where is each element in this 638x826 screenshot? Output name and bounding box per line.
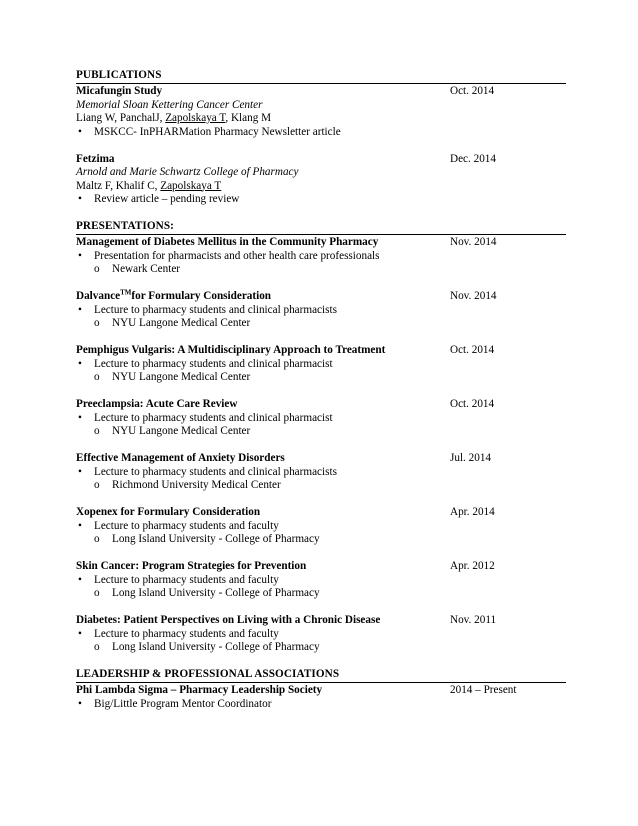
presentation-date: Oct. 2014 [450,398,495,410]
publication-title: Micafungin Study [76,85,163,97]
presentation-venue: Long Island University - College of Pharmacy [112,533,320,545]
bullet-icon: • [78,193,82,205]
presentation-date: Jul. 2014 [450,452,492,464]
publication-date: Dec. 2014 [450,152,496,165]
presentation-audience: Lecture to pharmacy students and faculty [94,519,279,532]
presentation-venue: NYU Langone Medical Center [112,371,251,383]
presentation-title: Skin Cancer: Program Strategies for Prevention [76,560,307,572]
sub-bullet-icon: o [94,317,100,329]
presentation-entry [76,290,566,331]
presentation-audience: Presentation for pharmacists and other health care professionals [94,249,380,262]
bullet-icon: • [78,249,82,262]
presentation-entry [76,236,566,277]
presentation-entry [76,344,566,385]
underlined-author: Zapolskaya T [165,112,226,124]
presentation-audience: Lecture to pharmacy students and clinical pharmacist [94,357,333,370]
publication-authors: Liang W, PanchalJ, Zapolskaya T, Klang M [76,112,272,124]
presentation-entry [76,506,566,547]
presentation-title: Preeclampsia: Acute Care Review [76,398,238,410]
presentation-entry [76,452,566,493]
presentation-title: Dalvance™for Formulary Consideration [76,288,272,302]
publication-title: Fetzima [76,152,115,165]
presentation-title: Effective Management of Anxiety Disorders [76,452,285,464]
bullet-icon: • [78,411,82,424]
presentation-venue: NYU Langone Medical Center [112,317,251,329]
sub-bullet-icon: o [94,587,100,599]
bullet-icon: • [78,573,82,586]
resume-page [76,69,566,725]
sub-bullet-icon: o [94,425,100,437]
presentation-entry [76,560,566,601]
presentation-venue: Long Island University - College of Pharmacy [112,587,320,599]
publication-bullet: • MSKCC- InPHARMation Pharmacy Newsletter article [78,125,341,138]
leadership-heading: LEADERSHIP & PROFESSIONAL ASSOCIATIONS [76,668,566,683]
presentation-date: Nov. 2011 [450,614,497,626]
sub-bullet-icon: o [94,641,100,653]
presentation-entry [76,398,566,439]
presentation-audience: Lecture to pharmacy students and faculty [94,573,279,586]
publication-date: Oct. 2014 [450,85,495,97]
leadership-entry [76,684,566,711]
publication-entry [76,85,566,139]
presentation-date: Apr. 2014 [450,506,495,518]
bullet-icon: • [78,357,82,370]
publication-institution: Memorial Sloan Kettering Cancer Center [76,98,263,111]
bullet-icon: • [78,697,82,710]
bullet-icon: • [78,627,82,640]
leadership-date: 2014 – Present [450,684,517,696]
presentation-venue: Newark Center [112,263,181,275]
trademark-superscript: TM [120,288,132,297]
presentation-venue: NYU Langone Medical Center [112,425,251,437]
presentation-audience: Lecture to pharmacy students and clinical pharmacist [94,411,333,424]
presentation-date: Apr. 2012 [450,560,495,572]
publication-bullet: • Review article – pending review [78,193,240,205]
presentation-date: Oct. 2014 [450,344,495,356]
bullet-icon: • [78,465,82,478]
presentation-title: Management of Diabetes Mellitus in the Community Pharmacy [76,236,379,248]
bullet-icon: • [78,125,82,138]
underlined-author: Zapolskaya T [160,179,222,192]
presentation-date: Nov. 2014 [450,290,497,302]
presentation-title: Xopenex for Formulary Consideration [76,506,261,518]
leadership-role: Big/Little Program Mentor Coordinator [94,697,272,710]
publications-heading: PUBLICATIONS [76,69,566,84]
sub-bullet-icon: o [94,479,100,491]
sub-bullet-icon: o [94,371,100,383]
presentation-title: Diabetes: Patient Perspectives on Living with a Chronic Disease [76,614,381,626]
presentation-venue: Long Island University - College of Pharmacy [112,641,320,653]
leadership-title: Phi Lambda Sigma – Pharmacy Leadership Society [76,684,323,696]
presentation-entry [76,614,566,655]
presentation-audience: Lecture to pharmacy students and clinical pharmacists [94,465,337,478]
presentations-heading: PRESENTATIONS: [76,220,566,235]
presentation-audience: Lecture to pharmacy students and clinical pharmacists [94,303,337,316]
presentation-venue: Richmond University Medical Center [112,479,281,491]
publication-entry [76,153,566,207]
bullet-icon: • [78,303,82,316]
publication-authors: Maltz F, Khalif C, Zapolskaya T [76,179,222,192]
presentation-title: Pemphigus Vulgaris: A Multidisciplinary Approach to Treatment [76,344,386,356]
sub-bullet-icon: o [94,533,100,545]
sub-bullet-icon: o [94,263,100,275]
presentation-date: Nov. 2014 [450,236,497,248]
presentation-audience: Lecture to pharmacy students and faculty [94,627,279,640]
bullet-icon: • [78,519,82,532]
publication-institution: Arnold and Marie Schwartz College of Pharmacy [76,166,299,178]
